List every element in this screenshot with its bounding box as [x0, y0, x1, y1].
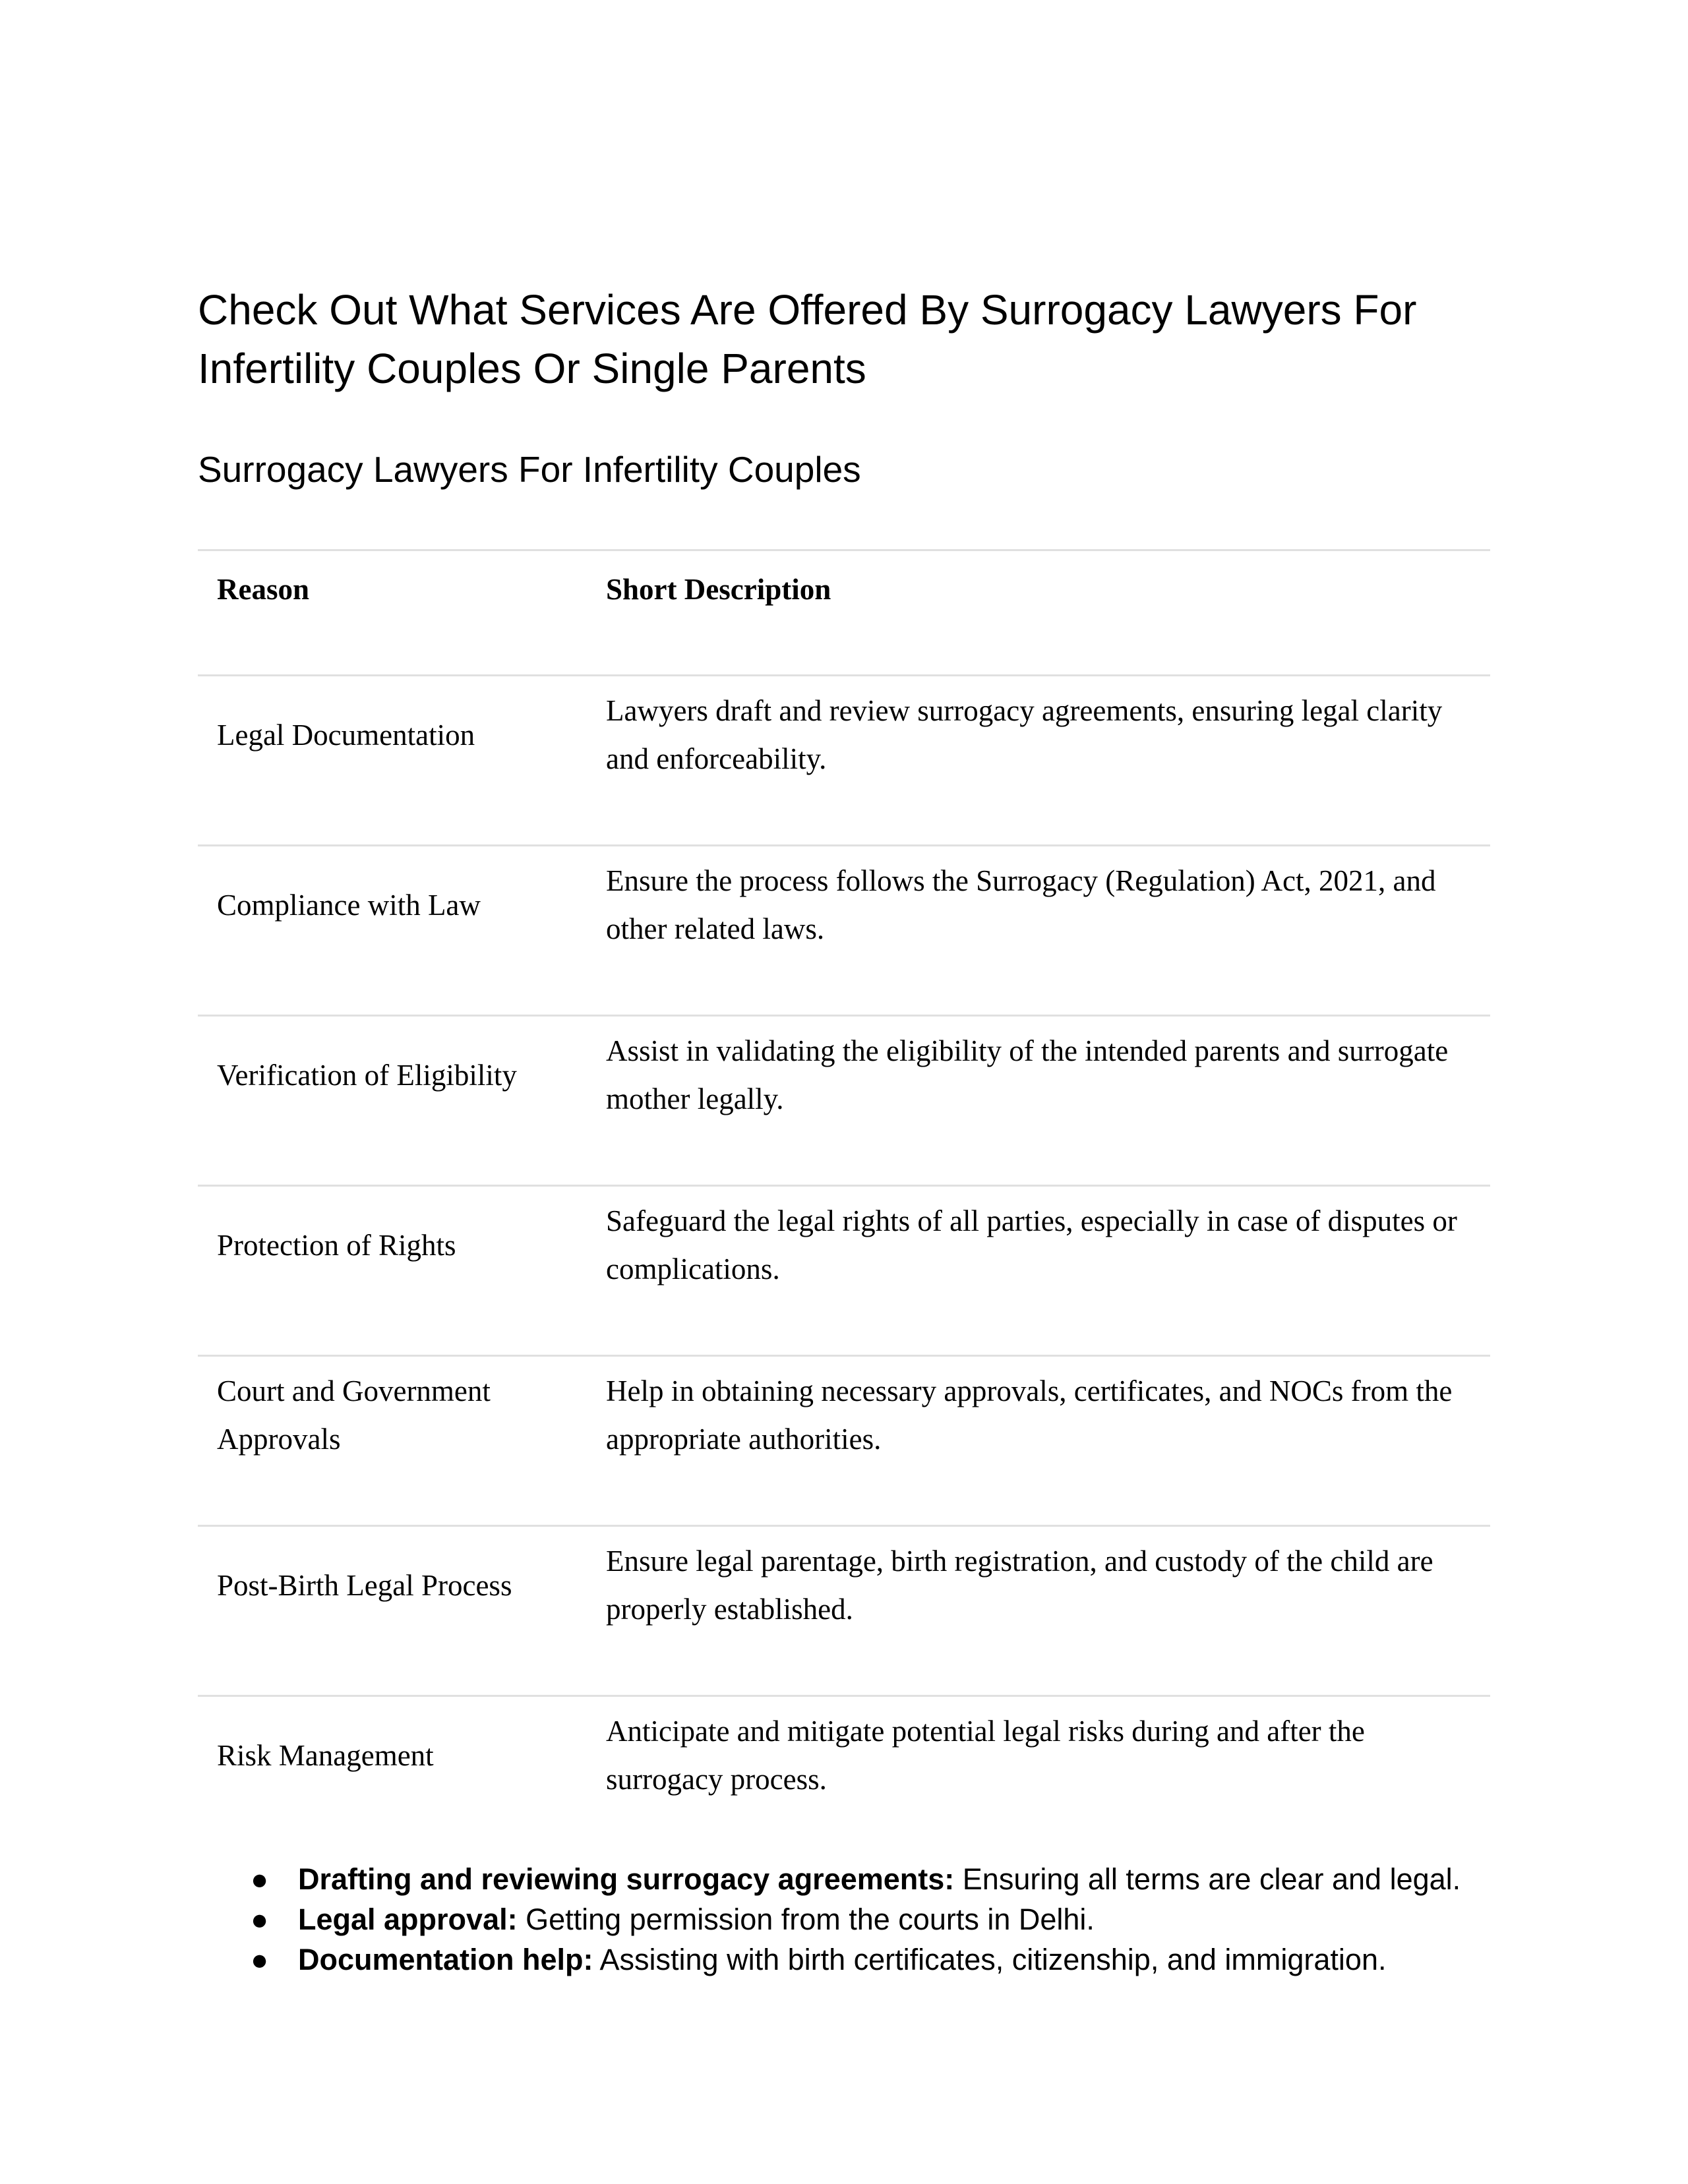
row-reason: Post-Birth Legal Process: [217, 1569, 512, 1602]
list-item-text: Getting permission from the courts in Delhi.: [517, 1903, 1095, 1936]
list-item-text: Ensuring all terms are clear and legal.: [954, 1862, 1461, 1896]
bullet-icon: ●: [251, 1943, 269, 1976]
row-reason: Compliance with Law: [217, 889, 481, 922]
table-header-row: [198, 549, 1490, 674]
row-description: Ensure legal parentage, birth registration, and custody of the child are properly established.: [606, 1545, 1433, 1626]
services-table: [198, 549, 1490, 1865]
table-row: [198, 844, 1490, 1015]
page-title: Check Out What Services Are Offered By Surrogacy Lawyers For Infertility Couples Or Single Parents: [198, 286, 1417, 392]
row-reason: Legal Documentation: [217, 719, 475, 752]
row-reason: Court and Government Approvals: [217, 1374, 491, 1456]
header-short-description: Short Description: [606, 573, 831, 606]
row-reason: Risk Management: [217, 1739, 434, 1772]
list-item-label: Documentation help:: [298, 1943, 593, 1976]
services-bullet-list: [198, 1859, 1490, 1980]
header-reason: Reason: [217, 573, 310, 606]
list-item: [198, 1899, 1490, 1939]
section-subtitle: Surrogacy Lawyers For Infertility Couples: [198, 449, 861, 490]
table-row: [198, 1525, 1490, 1695]
row-description: Ensure the process follows the Surrogacy (Regulation) Act, 2021, and other related laws.: [606, 864, 1436, 945]
table-row: [198, 1015, 1490, 1185]
list-item: [198, 1939, 1490, 1980]
row-description: Safeguard the legal rights of all parties, especially in case of disputes or complications.: [606, 1204, 1457, 1285]
list-item-text: Assisting with birth certificates, citizenship, and immigration.: [593, 1943, 1387, 1976]
row-description: Lawyers draft and review surrogacy agreements, ensuring legal clarity and enforceability.: [606, 694, 1443, 775]
row-reason: Protection of Rights: [217, 1229, 456, 1262]
row-description: Help in obtaining necessary approvals, certificates, and NOCs from the appropriate authorities.: [606, 1374, 1453, 1456]
row-description: Anticipate and mitigate potential legal risks during and after the surrogacy process.: [606, 1715, 1365, 1796]
list-item: [198, 1859, 1490, 1899]
list-item-label: Legal approval:: [298, 1903, 518, 1936]
table-row: [198, 1185, 1490, 1355]
table-row: [198, 674, 1490, 844]
row-description: Assist in validating the eligibility of the intended parents and surrogate mother legally.: [606, 1034, 1449, 1115]
bullet-icon: ●: [251, 1862, 269, 1896]
list-item-label: Drafting and reviewing surrogacy agreements:: [298, 1862, 955, 1896]
bullet-icon: ●: [251, 1903, 269, 1936]
table-row: [198, 1695, 1490, 1865]
row-reason: Verification of Eligibility: [217, 1059, 517, 1092]
table-row: [198, 1355, 1490, 1525]
